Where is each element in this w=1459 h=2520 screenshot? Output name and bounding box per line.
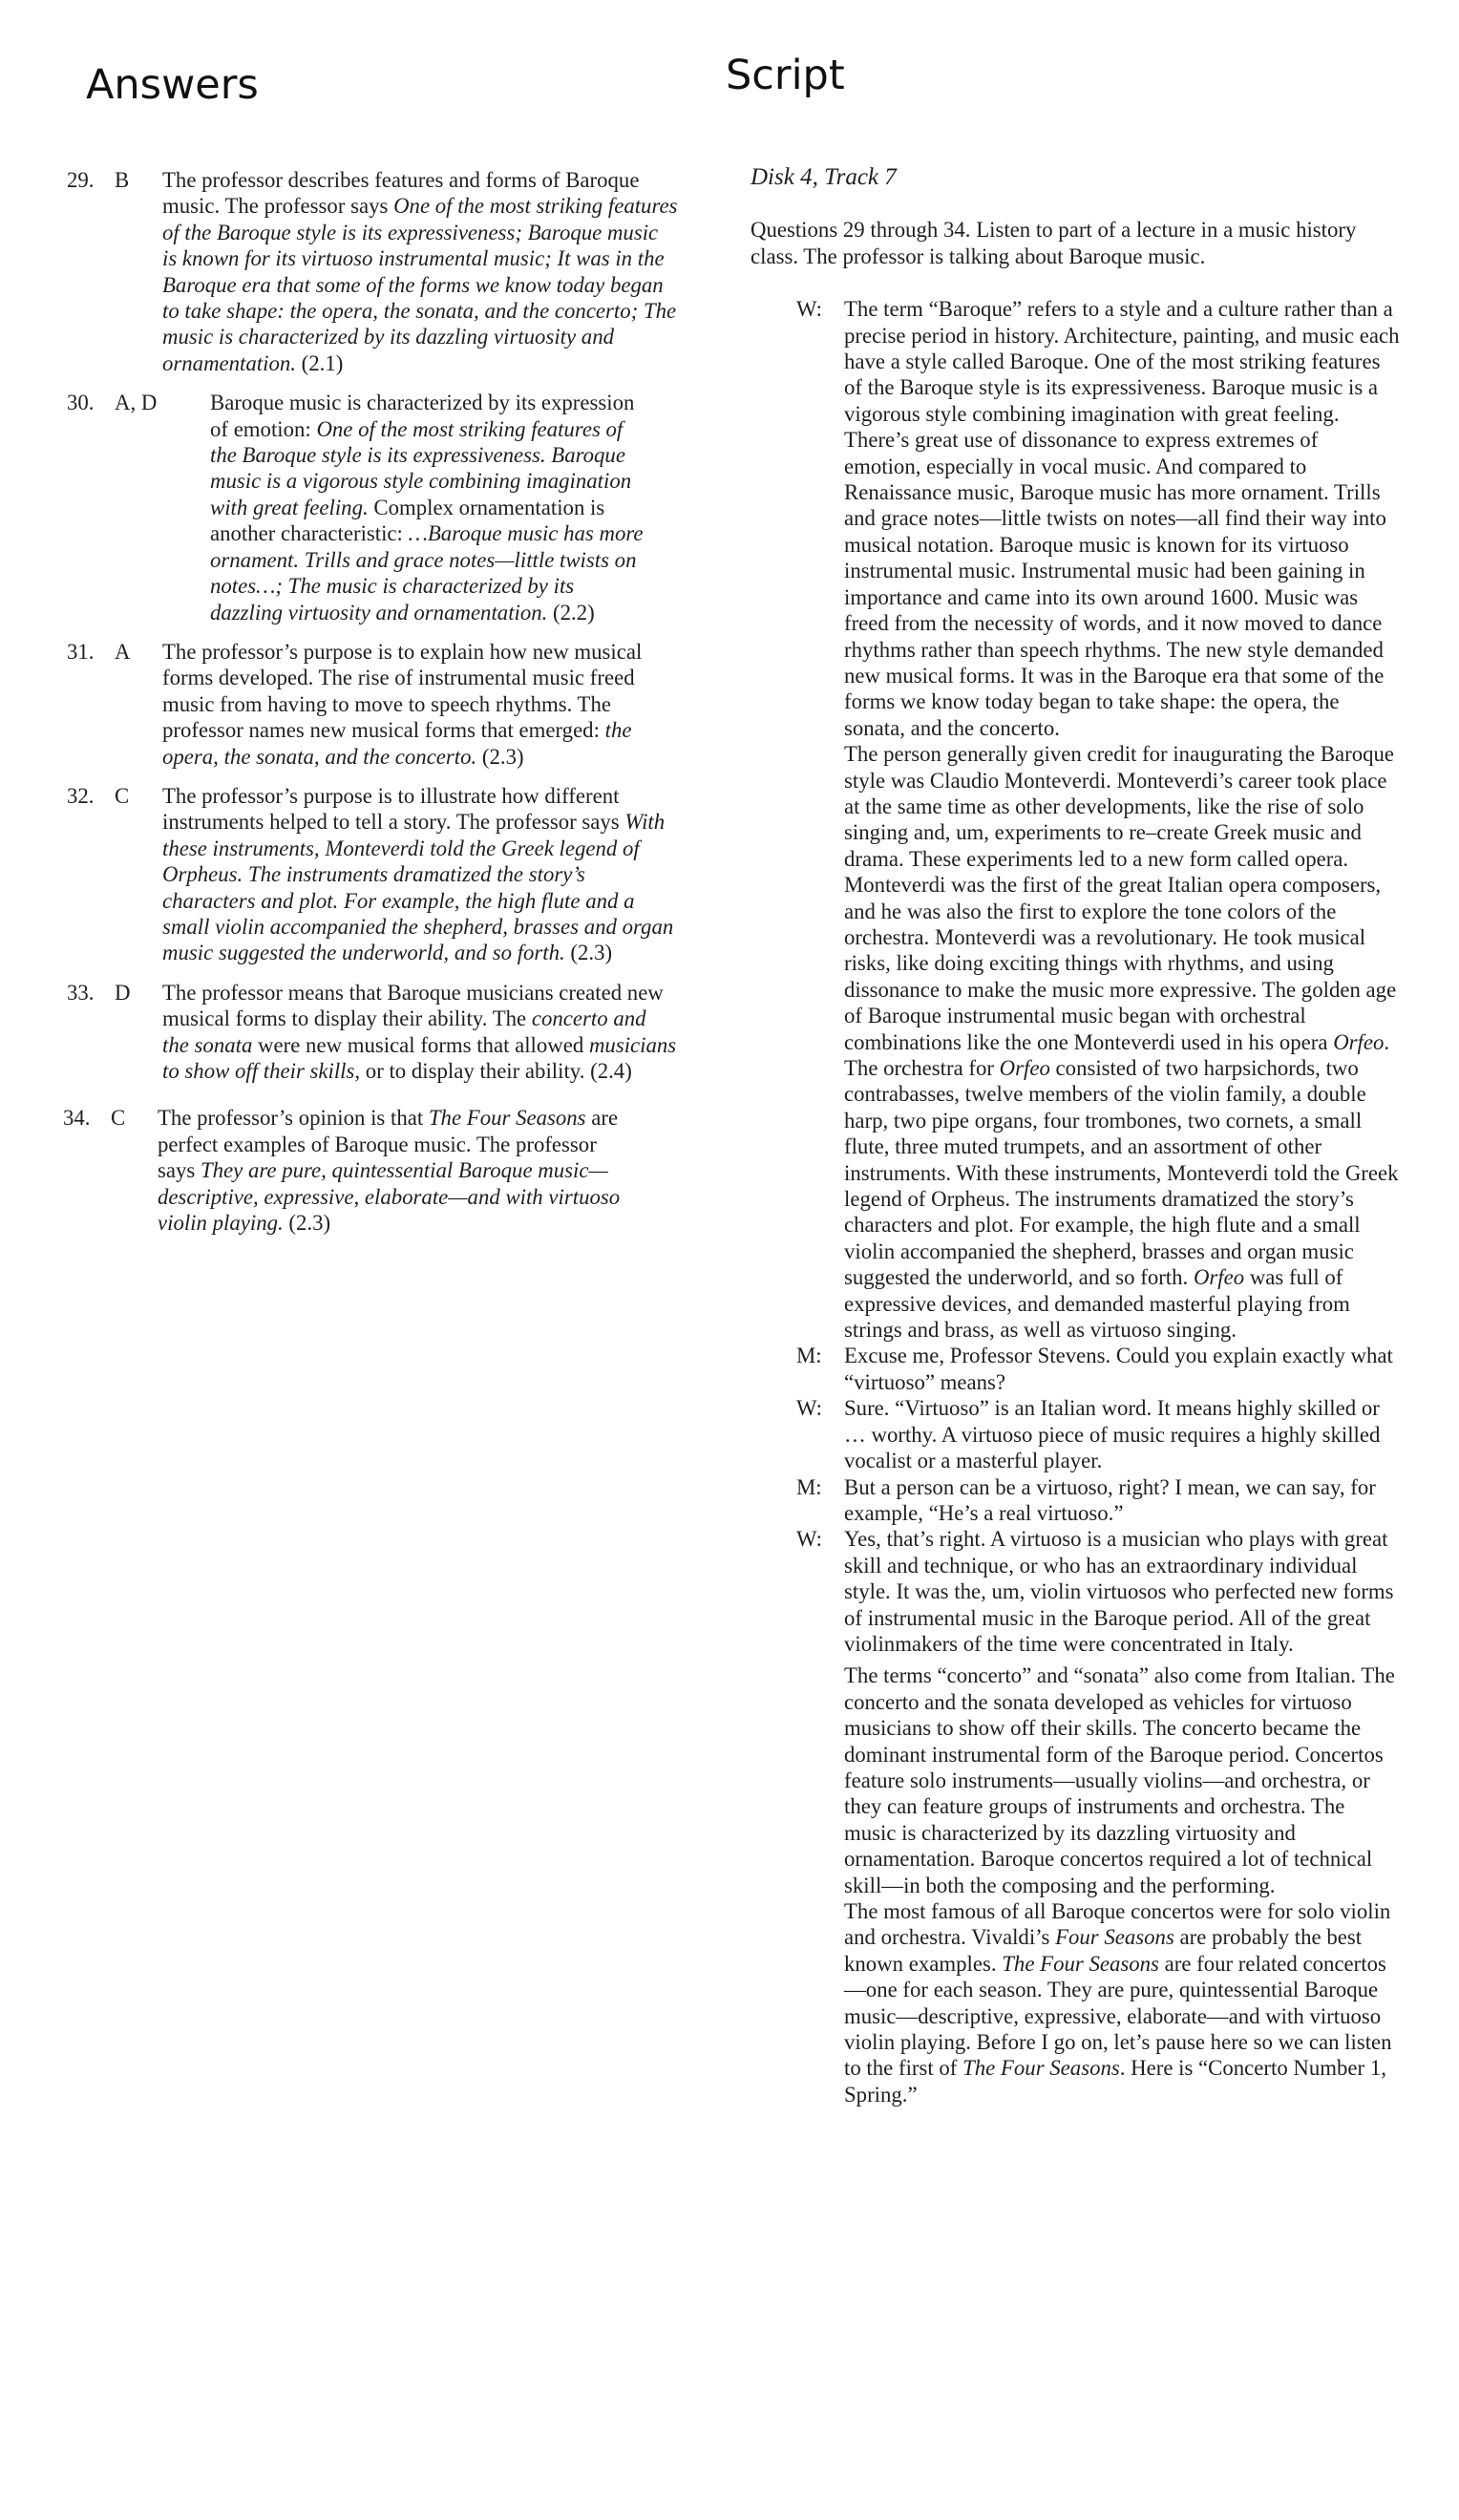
text-run: are probably the best known examples. — [844, 1925, 1363, 1976]
text-run: (2.3) — [564, 941, 613, 965]
dialogue-paragraph — [844, 1343, 1400, 1395]
text-run: But a person can be a virtuoso, right? I mean, we can say, for example, “He’s a real virtuoso.” — [844, 1474, 1376, 1525]
answer-explanation — [162, 980, 678, 1085]
italic-quote: One of the most striking features of the Baroque style is its expressiveness. Baroque music is a vigorous style combining imagination with great feeling. — [210, 416, 632, 519]
italic-quote: The Four Seasons — [1002, 1951, 1159, 1976]
dialogue-turn — [751, 1474, 1400, 1527]
italic-quote: They are pure, quintessential Baroque music—descriptive, expressive, elaborate—and with virtuoso violin playing. — [158, 1158, 621, 1236]
text-run: (2.3) — [283, 1211, 331, 1236]
answers-heading: Answers — [86, 61, 259, 109]
answer-item — [67, 167, 678, 376]
italic-quote: Orfeo — [999, 1056, 1050, 1080]
answer-number: 33. — [67, 980, 95, 1005]
dialogue-paragraph — [844, 296, 1400, 741]
speaker-label: W: — [796, 297, 823, 322]
answer-item — [67, 980, 678, 1085]
text-run: . Here is “Concerto Number 1, Spring.” — [844, 2056, 1386, 2107]
text-run: Sure. “Virtuoso” is an Italian word. It means highly skilled or … worthy. A virtuoso piece of music requires a highly skilled vocalist or a masterful player. — [844, 1396, 1381, 1473]
dialogue-paragraph — [844, 1898, 1400, 2107]
intro-text: Questions 29 through 34. Listen to part of a lecture in a music history class. The professor is talking about Baroque music. — [751, 218, 1357, 268]
answer-letter: C — [111, 1106, 126, 1131]
italic-quote: One of the most striking features of the Baroque style is its expressiveness; Baroque music is known for its virtuoso instrumental music; It was in the Baroque era that some of the forms we know today began to take shape: the opera, the sonata, and the concerto; The music is characterized by its dazzling virtuosity and ornamentation. — [162, 194, 678, 375]
text-run: was full of expressive devices, and demanded masterful playing from strings and brass, as well as virtuoso singing. — [844, 1265, 1350, 1343]
dialogue-turn — [751, 296, 1400, 1343]
answer-letter: C — [115, 783, 130, 808]
text-run: The professor’s purpose is to illustrate how different instruments helped to tell a story. The professor says — [162, 783, 625, 835]
text-run: Complex ornamentation is another characteristic: — [210, 495, 605, 546]
text-run: The professor’s purpose is to explain how new musical forms developed. The rise of instrumental music freed music from having to move to speech rhythms. The professor names new musical forms that emerged: — [162, 639, 643, 743]
script-column — [751, 164, 1400, 2107]
dialogue-paragraph — [844, 1474, 1400, 1527]
dialogue-turn — [751, 1395, 1400, 1473]
dialogue-turn — [751, 1526, 1400, 2107]
dialogue-paragraph — [844, 1395, 1400, 1473]
italic-quote: concerto and the sonata — [162, 1006, 646, 1057]
text-run: (2.3) — [476, 744, 524, 769]
text-run: (2.2) — [547, 600, 595, 625]
text-run: The term “Baroque” refers to a style and a culture rather than a precise period in history. Architecture, painting, and music each have a style called Baroque. One of the most striking features of the Baroque style is its expressiveness. Baroque music is a vigorous style combining imagination with great feeling. There’s great use of dissonance to express extremes of emotion, especially in vocal music. And compared to Renaissance music, Baroque music has more ornament. Trills and grace notes—little twists on notes—all find their way into musical notation. Baroque music is known for its virtuoso instrumental music. Instrumental music had been gaining in importance and came into its own around 1600. Music was freed from the necessity of words, and it now moved to dance rhythms rather than speech rhythms. The new style demanded new musical forms. It was in the Baroque era that some of the forms we know today began to take shape: the opera, the sonata, and the concerto. — [844, 297, 1400, 740]
answer-number: 32. — [67, 783, 95, 808]
dialogue-paragraph — [844, 1526, 1400, 1657]
answer-item — [63, 1105, 678, 1236]
italic-quote: The Four Seasons — [428, 1106, 586, 1131]
dialogue — [751, 296, 1400, 2107]
text-run: The professor’s opinion is that — [158, 1106, 429, 1131]
text-run: The professor means that Baroque musicians created new musical forms to display their ability. The — [162, 980, 664, 1031]
text-run: (2.1) — [295, 350, 344, 375]
speaker-label: W: — [796, 1527, 823, 1552]
text-run: . The orchestra for — [844, 1029, 1390, 1080]
answer-explanation — [158, 1105, 635, 1236]
text-run: are four related concertos—one for each season. They are pure, quintessential Baroque music—descriptive, expressive, elaborate—and with virtuoso violin playing. Before I go on, let’s pause here so we can listen to the first of — [844, 1951, 1392, 2081]
text-run: consisted of two harpsichords, two contrabasses, twelve members of the violin family, a double harp, two pipe organs, four trombones, two cornets, a small flute, three muted trumpets, and an assortment of other instruments. With these instruments, Monteverdi told the Greek legend of Orpheus. The instruments dramatized the story’s characters and plot. For example, the high flute and a small violin accompanied the shepherd, brasses and organ music suggested the underworld, and so forth. — [844, 1056, 1399, 1290]
answer-letter: B — [115, 168, 130, 192]
answer-explanation — [162, 639, 678, 770]
answer-number: 30. — [67, 391, 95, 415]
track-label: Disk 4, Track 7 — [751, 164, 897, 190]
answer-item — [67, 390, 678, 625]
answer-number: 29. — [67, 168, 95, 192]
answer-item — [67, 639, 678, 770]
italic-quote: With these instruments, Monteverdi told the Greek legend of Orpheus. The instruments dramatized the story’s characters and plot. For example, the high flute and a small violin accompanied the shepherd, brasses and organ music suggested the underworld, and so forth. — [162, 810, 674, 965]
answers-column — [63, 167, 678, 1236]
answer-number: 34. — [63, 1106, 91, 1131]
dialogue-paragraph — [844, 741, 1400, 1343]
answer-explanation — [162, 783, 678, 966]
text-run: Yes, that’s right. A virtuoso is a musician who plays with great skill and technique, or who has an extraordinary individual style. It was the, um, violin virtuosos who perfected new forms of instrumental music in the Baroque period. All of the great violinmakers of the time were concentrated in Italy. — [844, 1527, 1394, 1656]
text-run: The terms “concerto” and “sonata” also come from Italian. The concerto and the sonata developed as vehicles for virtuoso musicians to show off their skills. The concerto became the dominant instrumental form of the Baroque period. Concertos feature solo instruments—usually violins—and orchestra, or they can feature groups of instruments and orchestra. The music is characterized by its dazzling virtuosity and ornamentation. Baroque concertos required a lot of technical skill—in both the composing and the performing. — [844, 1663, 1395, 1897]
text-run: Baroque music is characterized by its expression of emotion: — [210, 391, 635, 441]
italic-quote: …Baroque music has more ornament. Trills and grace notes—little twists on notes…; The music is characterized by its dazzling virtuosity and ornamentation. — [210, 521, 644, 625]
text-run: The professor describes features and forms of Baroque music. The professor says — [162, 168, 640, 219]
speaker-label: M: — [796, 1344, 822, 1368]
text-run: Excuse me, Professor Stevens. Could you explain exactly what “virtuoso” means? — [844, 1344, 1393, 1394]
answer-number: 31. — [67, 639, 95, 664]
text-run: The most famous of all Baroque concertos were for solo violin and orchestra. Vivaldi’s — [844, 1899, 1391, 1950]
italic-quote: Orfeo — [1193, 1265, 1245, 1290]
italic-quote: Four Seasons — [1055, 1925, 1174, 1950]
italic-quote: the opera, the sonata, and the concerto. — [162, 718, 632, 769]
dialogue-turn — [751, 1343, 1400, 1395]
answer-letter: D — [115, 980, 131, 1005]
speaker-label: W: — [796, 1396, 823, 1421]
text-run: , or to display their ability. (2.4) — [354, 1059, 632, 1083]
text-run: were new musical forms that allowed — [252, 1032, 589, 1057]
answer-explanation — [162, 167, 678, 376]
text-run: The person generally given credit for inaugurating the Baroque style was Claudio Monteverdi. Monteverdi’s career took place at the same time as other developments, like the rise of solo singing and, um, experiments to re–create Greek music and drama. These experiments led to a new form called opera. Monteverdi was the first of the great Italian opera composers, and he was also the first to explore the tone colors of the orchestra. Monteverdi was a revolutionary. He took musical risks, like doing exciting things with rhythms, and using dissonance to make the music more expressive. The golden age of Baroque instrumental music began with orchestral combinations like the one Monteverdi used in his opera — [844, 742, 1397, 1054]
speaker-label: M: — [796, 1474, 822, 1499]
dialogue-paragraph — [844, 1662, 1400, 1898]
answer-letter: A, D — [115, 391, 158, 415]
text-run: are perfect examples of Baroque music. The professor says — [158, 1106, 619, 1183]
italic-quote: Orfeo — [1333, 1029, 1385, 1054]
answer-explanation — [210, 390, 649, 625]
answer-letter: A — [115, 639, 131, 664]
italic-quote: The Four Seasons — [962, 2056, 1120, 2081]
script-heading: Script — [726, 52, 845, 99]
italic-quote: musicians to show off their skills — [162, 1032, 677, 1083]
answer-item — [67, 783, 678, 966]
